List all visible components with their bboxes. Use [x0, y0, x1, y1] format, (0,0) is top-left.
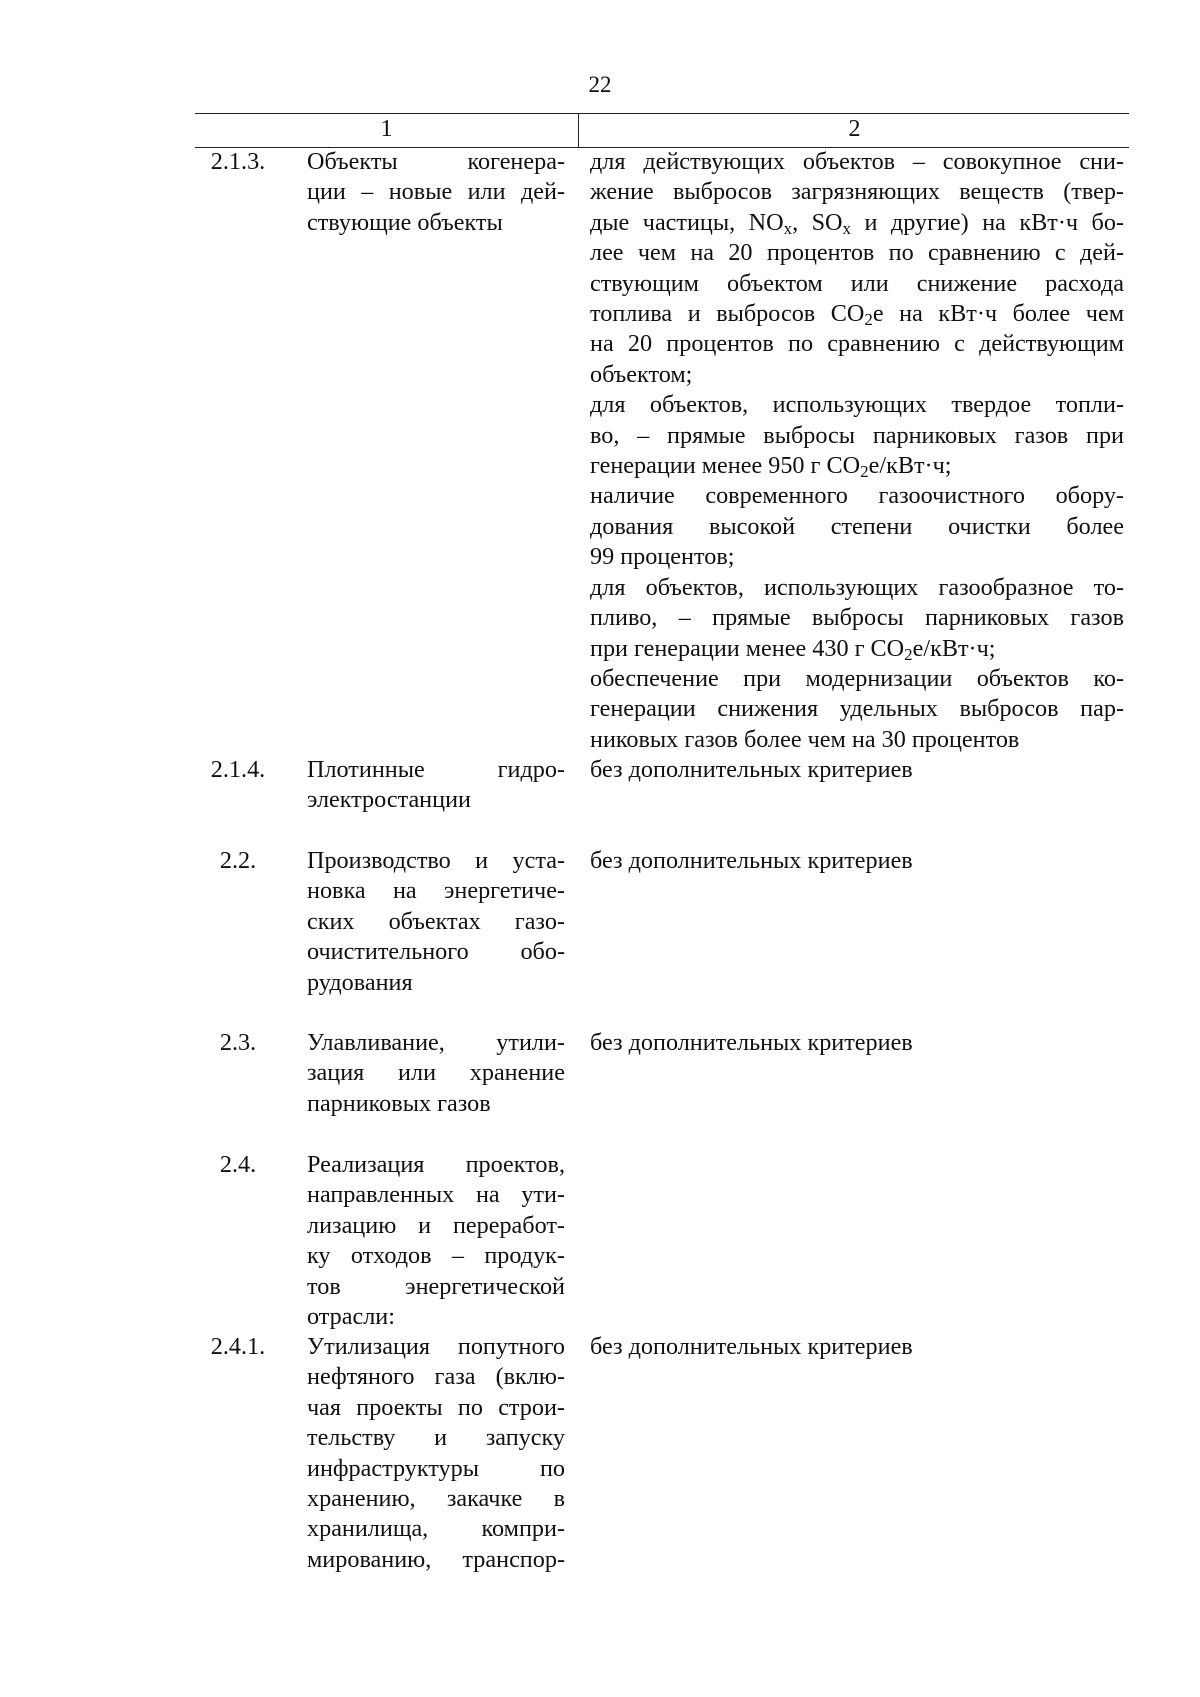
criteria-line: без дополнительных критериев	[590, 1333, 913, 1360]
row-number: 2.2.	[219, 847, 257, 874]
name-line: отрасли:	[307, 1303, 395, 1331]
name-line: ских объектах газо-	[307, 907, 565, 935]
name-line: парниковых газов	[307, 1089, 491, 1117]
name-line: электростанции	[307, 786, 471, 814]
column-header-2: 2	[578, 114, 1130, 147]
name-line: новка на энергетиче-	[307, 877, 565, 905]
criteria-line: дые частицы, $NO_x$, $SO_x$ и другие) на кВт·ч бо-	[590, 208, 1124, 239]
criteria-line: лее чем на 20 процентов по сравнению с дей-	[590, 239, 1124, 267]
criteria-line: во, – прямые выбросы парниковых газов при	[590, 421, 1124, 449]
criteria-line: топлива и выбросов $CO_2е$ на кВт·ч более чем	[590, 300, 1125, 330]
name-line: рудования	[307, 968, 413, 996]
criteria-line: наличие современного газоочистного обору-	[590, 482, 1124, 510]
name-line: зация или хранение	[307, 1059, 565, 1087]
name-line: Утилизация попутного	[307, 1333, 565, 1360]
row-criteria	[590, 1028, 1124, 1058]
criteria-line: для действующих объектов – совокупное сни-	[590, 148, 1124, 175]
criteria-line: генерации снижения удельных выбросов пар-	[590, 695, 1124, 723]
criteria-line: без дополнительных критериев	[590, 756, 913, 783]
name-line: Реализация проектов,	[307, 1151, 565, 1178]
criteria-line: обеспечение при модернизации объектов ко-	[590, 664, 1124, 692]
table-header	[195, 113, 1129, 148]
criteria-line: никовых газов более чем на 30 процентов	[590, 725, 1020, 753]
name-line: направленных на ути-	[307, 1181, 565, 1209]
name-line: очистительного обо-	[307, 938, 565, 966]
criteria-line: жение выбросов загрязняющих веществ (твер-	[590, 178, 1124, 206]
name-line: лизацию и переработ-	[307, 1211, 565, 1239]
name-line: хранилища, компри-	[307, 1515, 565, 1543]
row-number: 2.3.	[219, 1029, 257, 1056]
criteria-line: для объектов, использующих газообразное то-	[590, 573, 1124, 601]
criteria-line: на 20 процентов по сравнению с действующим	[590, 330, 1124, 358]
row-name	[307, 1028, 565, 1119]
criteria-line: дования высокой степени очистки более	[590, 512, 1124, 540]
row-criteria	[590, 1332, 1124, 1362]
row-name	[307, 755, 565, 816]
row-number: 2.1.4.	[210, 756, 266, 783]
name-line: тельству и запуску	[307, 1424, 565, 1452]
row-name	[307, 147, 565, 238]
name-line: чая проекты по строи-	[307, 1393, 565, 1421]
name-line: ции – новые или дей-	[307, 178, 565, 206]
name-line: Производство и уста-	[307, 847, 565, 874]
criteria-line: без дополнительных критериев	[590, 847, 913, 874]
page-number: 22	[588, 72, 612, 97]
row-criteria	[590, 846, 1124, 876]
row-criteria	[590, 147, 1124, 755]
criteria-line: ствующим объектом или снижение расхода	[590, 269, 1124, 297]
row-name	[307, 846, 565, 998]
criteria-line: объектом;	[590, 360, 693, 388]
name-line: ствующие объекты	[307, 208, 503, 236]
criteria-line: пливо, – прямые выбросы парниковых газов	[590, 604, 1124, 632]
name-line: Объекты когенера-	[307, 148, 565, 175]
row-number: 2.4.1.	[210, 1333, 266, 1360]
name-line: нефтяного газа (вклю-	[307, 1363, 565, 1391]
name-line: Улавливание, утили-	[307, 1029, 565, 1056]
criteria-line: без дополнительных критериев	[590, 1029, 913, 1056]
criteria-line: генерации менее 950 г $CO_2е/кВт\cdot ч$;	[590, 452, 952, 482]
name-line: инфраструктуры по	[307, 1454, 565, 1482]
row-name	[307, 1150, 565, 1332]
name-line: тов энергетической	[307, 1272, 565, 1300]
name-line: ку отходов – продук-	[307, 1242, 565, 1270]
name-line: Плотинные гидро-	[307, 756, 565, 783]
row-number: 2.4.	[219, 1151, 257, 1178]
row-criteria	[590, 755, 1124, 785]
column-header-1: 1	[380, 116, 393, 142]
name-line: мированию, транспор-	[307, 1545, 565, 1573]
criteria-line: 99 процентов;	[590, 543, 735, 571]
row-number: 2.1.3.	[210, 148, 266, 175]
name-line: хранению, закачке в	[307, 1485, 565, 1513]
criteria-line: при генерации менее 430 г $CO_2е/кВт\cdot ч$;	[590, 634, 996, 664]
criteria-line: для объектов, использующих твердое топли-	[590, 391, 1124, 419]
row-name	[307, 1332, 565, 1575]
